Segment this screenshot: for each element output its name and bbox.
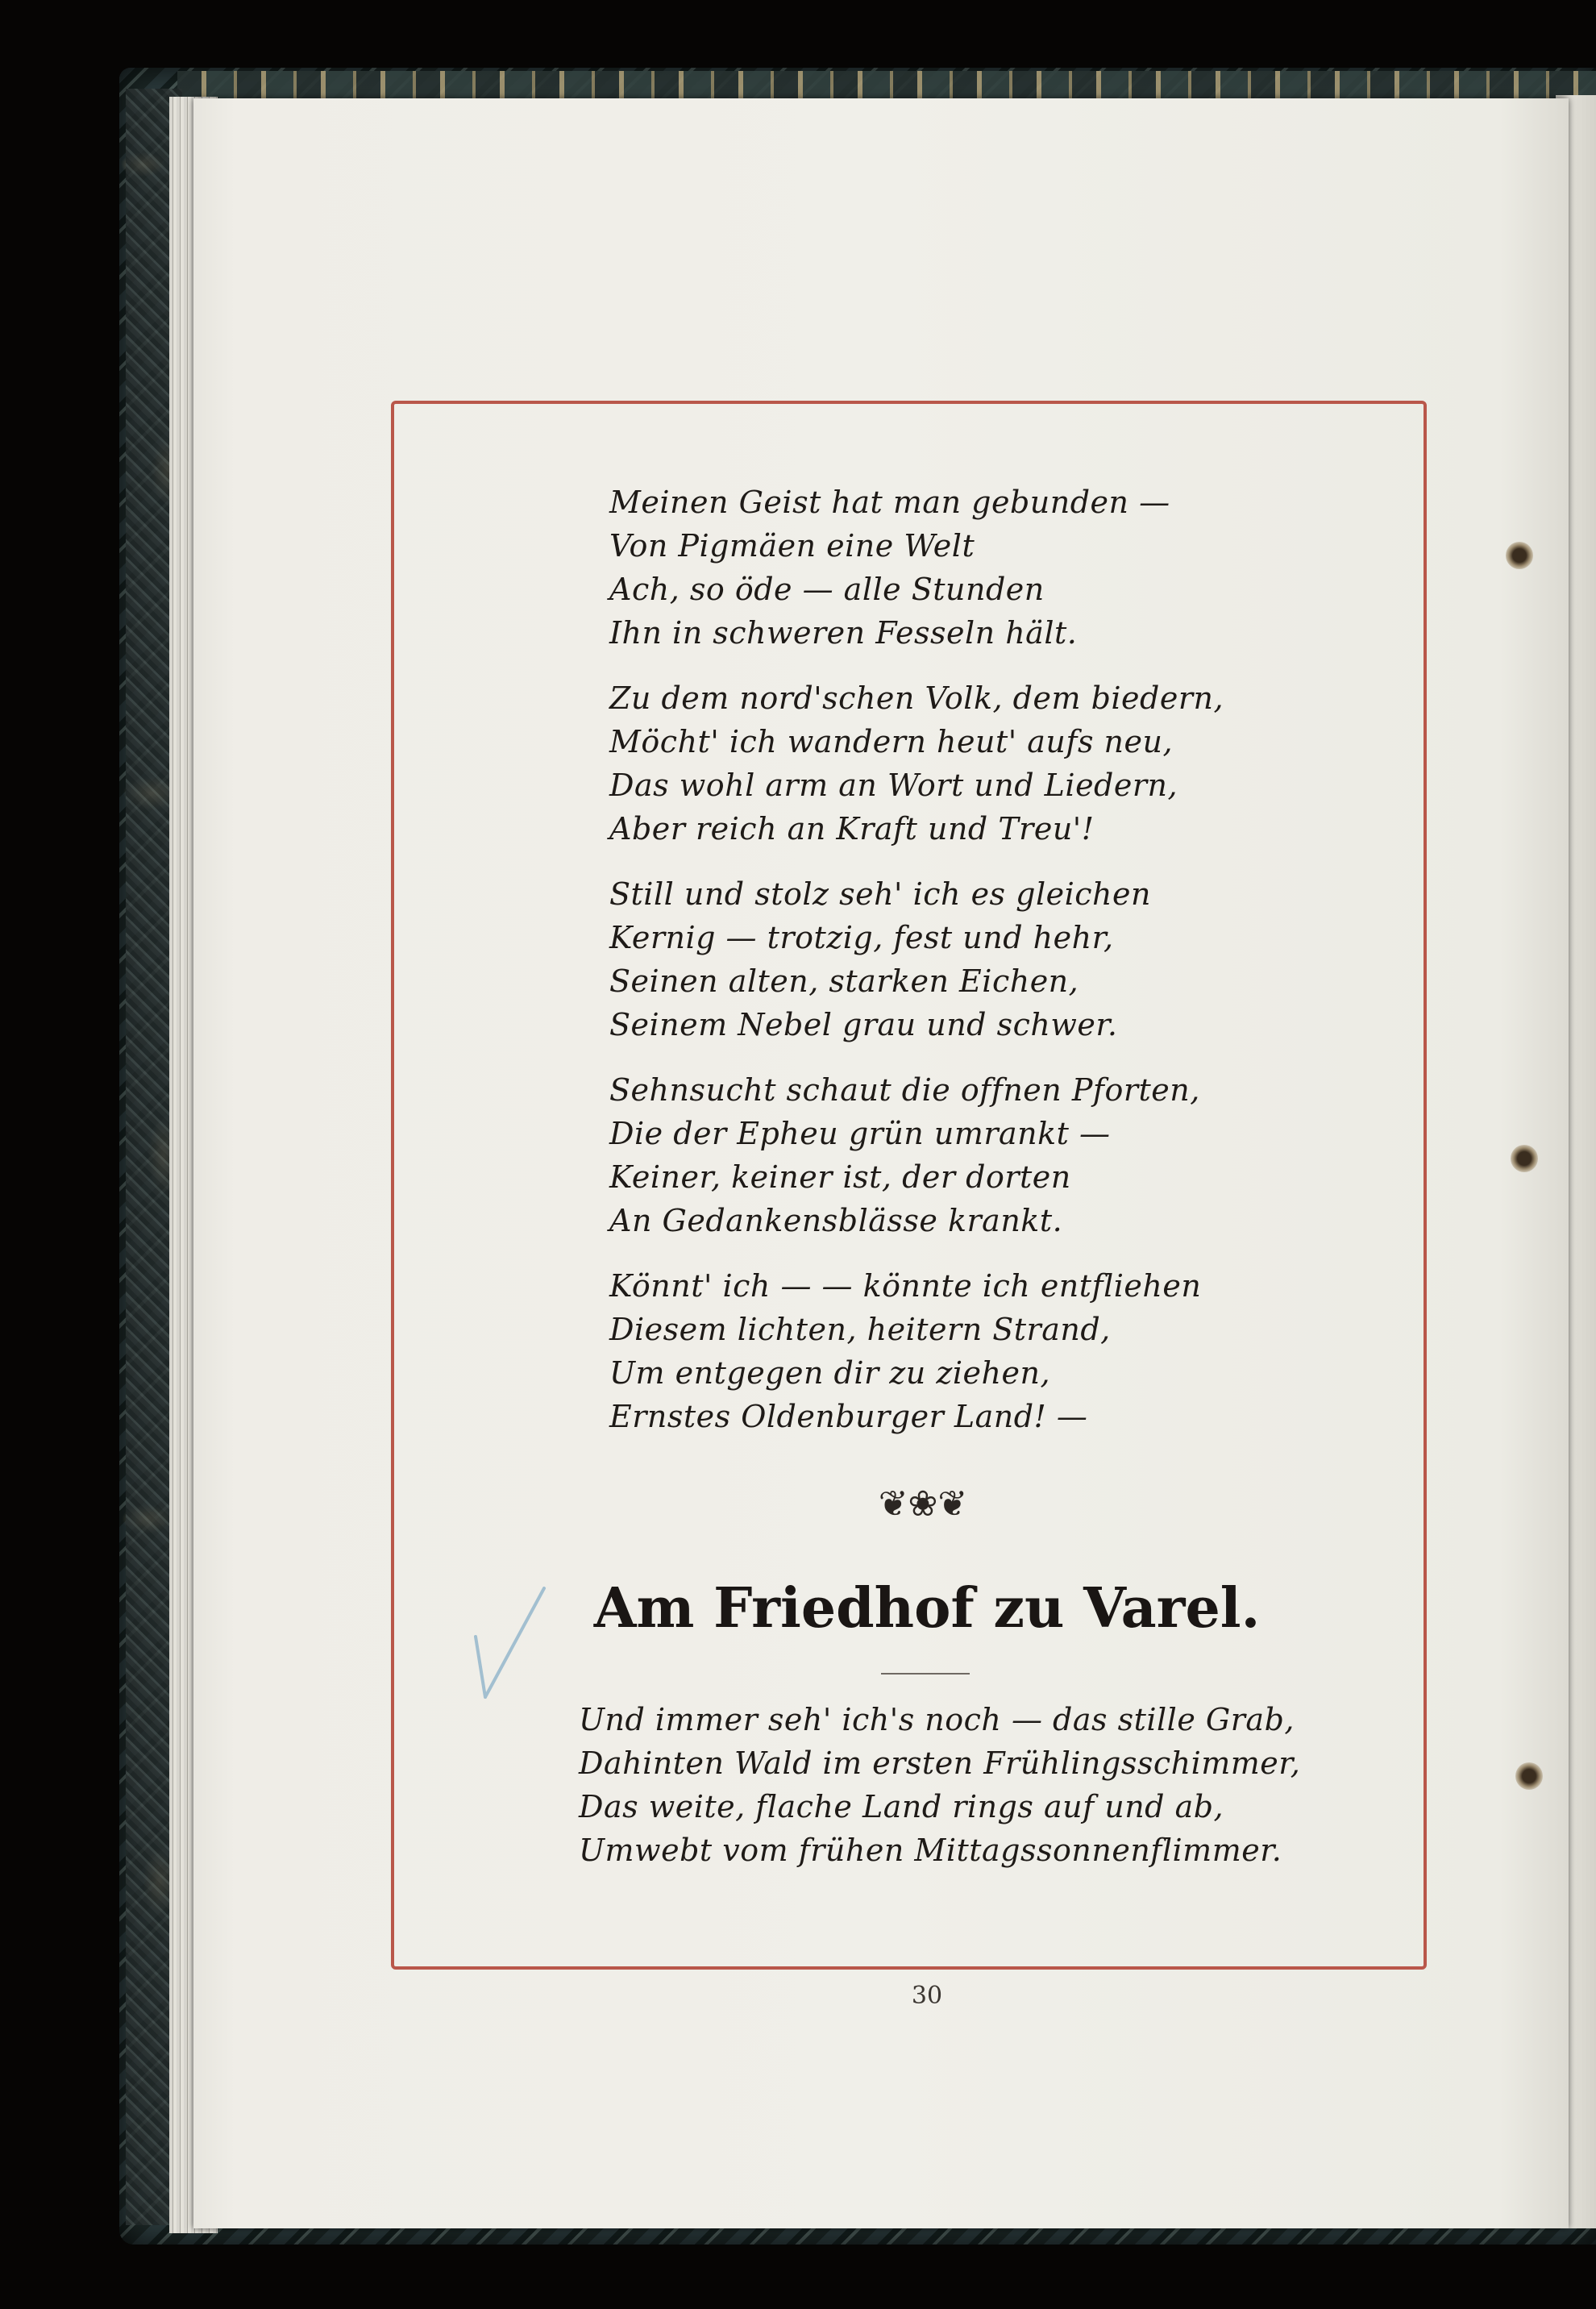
verse-line: Von Pigmäen eine Welt — [609, 528, 975, 564]
pencil-check-icon — [468, 1580, 556, 1709]
verse-line: Um entgegen dir zu ziehen, — [609, 1355, 1051, 1391]
verse-line: An Gedankensblässe krankt. — [609, 1203, 1063, 1238]
punch-hole — [1511, 1145, 1538, 1172]
title-divider — [881, 1673, 970, 1675]
verse-line: Still und stolz seh' ich es gleichen — [609, 876, 1151, 912]
floral-ornament-icon: ❦❀❦ — [878, 1483, 968, 1525]
page-number: 30 — [911, 1982, 943, 2010]
verse-line: Meinen Geist hat man gebunden — — [609, 485, 1170, 520]
verse-line: Seinen alten, starken Eichen, — [609, 963, 1079, 999]
verse-line: Kernig — trotzig, fest und hehr, — [609, 920, 1114, 955]
verse-line: Dahinten Wald im ersten Frühlingsschimmer, — [579, 1745, 1301, 1781]
stanza — [609, 1068, 1335, 1242]
verse-line: Das weite, flache Land rings auf und ab, — [579, 1789, 1224, 1824]
stanza — [609, 872, 1335, 1046]
verse-line: Ernstes Oldenburger Land! — — [609, 1399, 1088, 1434]
verse-line: Ihn in schweren Fesseln hält. — [609, 615, 1078, 651]
verse-line: Diesem lichten, heitern Strand, — [609, 1312, 1111, 1347]
punch-hole — [1515, 1762, 1543, 1790]
verse-line: Keiner, keiner ist, der dorten — [609, 1159, 1071, 1195]
verse-line: Aber reich an Kraft und Treu'! — [609, 811, 1095, 847]
verse-line: Zu dem nord'schen Volk, dem biedern, — [609, 680, 1224, 716]
verse-line: Umwebt vom frühen Mittagssonnenflimmer. — [579, 1833, 1282, 1868]
poem-title: Am Friedhof zu Varel. — [593, 1576, 1261, 1641]
verse-line: Ach, so öde — alle Stunden — [609, 572, 1045, 607]
verse-line: Könnt' ich — — könnte ich entfliehen — [609, 1268, 1202, 1304]
verse-line: Seinem Nebel grau und schwer. — [609, 1007, 1118, 1042]
verse-line: Und immer seh' ich's noch — das stille Grab, — [579, 1702, 1295, 1737]
stanza — [609, 1264, 1335, 1438]
stanza — [609, 676, 1335, 851]
stanza — [609, 481, 1335, 655]
verse-line: Die der Epheu grün umrankt — — [609, 1116, 1111, 1151]
verse-line: Möcht' ich wandern heut' aufs neu, — [609, 724, 1174, 759]
poem-stanzas — [609, 481, 1335, 1460]
punch-hole — [1506, 542, 1533, 569]
verse-line: Sehnsucht schaut die offnen Pforten, — [609, 1072, 1200, 1108]
verse-line: Das wohl arm an Wort und Liedern, — [609, 768, 1178, 803]
second-poem-verse — [579, 1698, 1353, 1872]
